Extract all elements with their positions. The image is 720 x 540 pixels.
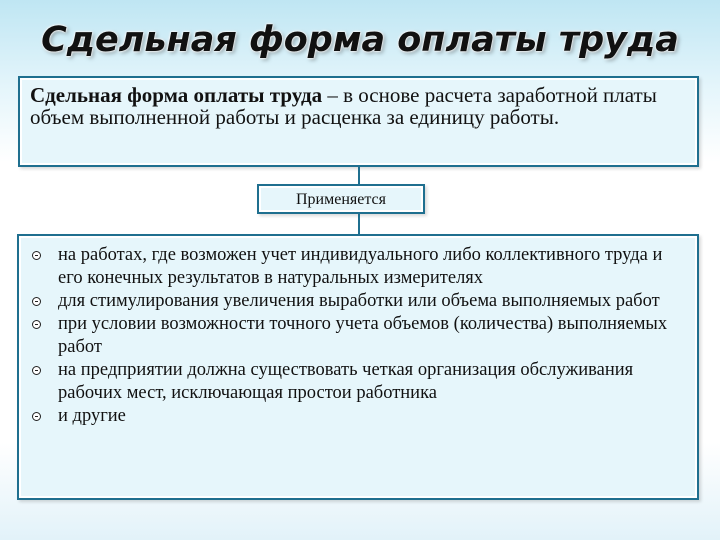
list-item-text: на работах, где возможен учет индивидуального либо коллективного труда и его конечных результатов в натуральных измерителях bbox=[58, 245, 663, 288]
definition-term: Сдельная форма оплаты труда bbox=[30, 83, 323, 107]
circle-bullet-icon bbox=[32, 320, 41, 329]
list-item bbox=[32, 405, 689, 428]
list-item-text: при условии возможности точного учета объемов (количества) выполняемых работ bbox=[58, 314, 668, 357]
list-item bbox=[32, 290, 689, 313]
connector-line-top bbox=[358, 167, 360, 184]
conditions-list bbox=[32, 244, 689, 428]
definition-text bbox=[30, 84, 687, 128]
circle-bullet-icon bbox=[32, 412, 41, 421]
circle-bullet-icon bbox=[32, 251, 41, 260]
list-item bbox=[32, 359, 689, 405]
list-item-text: и другие bbox=[58, 406, 126, 426]
definition-box bbox=[18, 76, 699, 167]
conditions-box bbox=[17, 234, 699, 500]
list-item bbox=[32, 313, 689, 359]
list-item-text: для стимулирования увеличения выработки или объема выполняемых работ bbox=[58, 291, 660, 311]
definition-body: – в основе расчета заработной платы объем выполненной работы и расценка за единицу работы. bbox=[30, 83, 657, 129]
circle-bullet-icon bbox=[32, 366, 41, 375]
list-item bbox=[32, 244, 689, 290]
slide-title: Сдельная форма оплаты труда bbox=[41, 20, 679, 60]
applies-box: Применяется bbox=[257, 184, 425, 214]
circle-bullet-icon bbox=[32, 297, 41, 306]
list-item-text: на предприятии должна существовать четкая организация обслуживания рабочих мест, исключающая простои работника bbox=[58, 360, 634, 403]
connector-line-bottom bbox=[358, 214, 360, 234]
